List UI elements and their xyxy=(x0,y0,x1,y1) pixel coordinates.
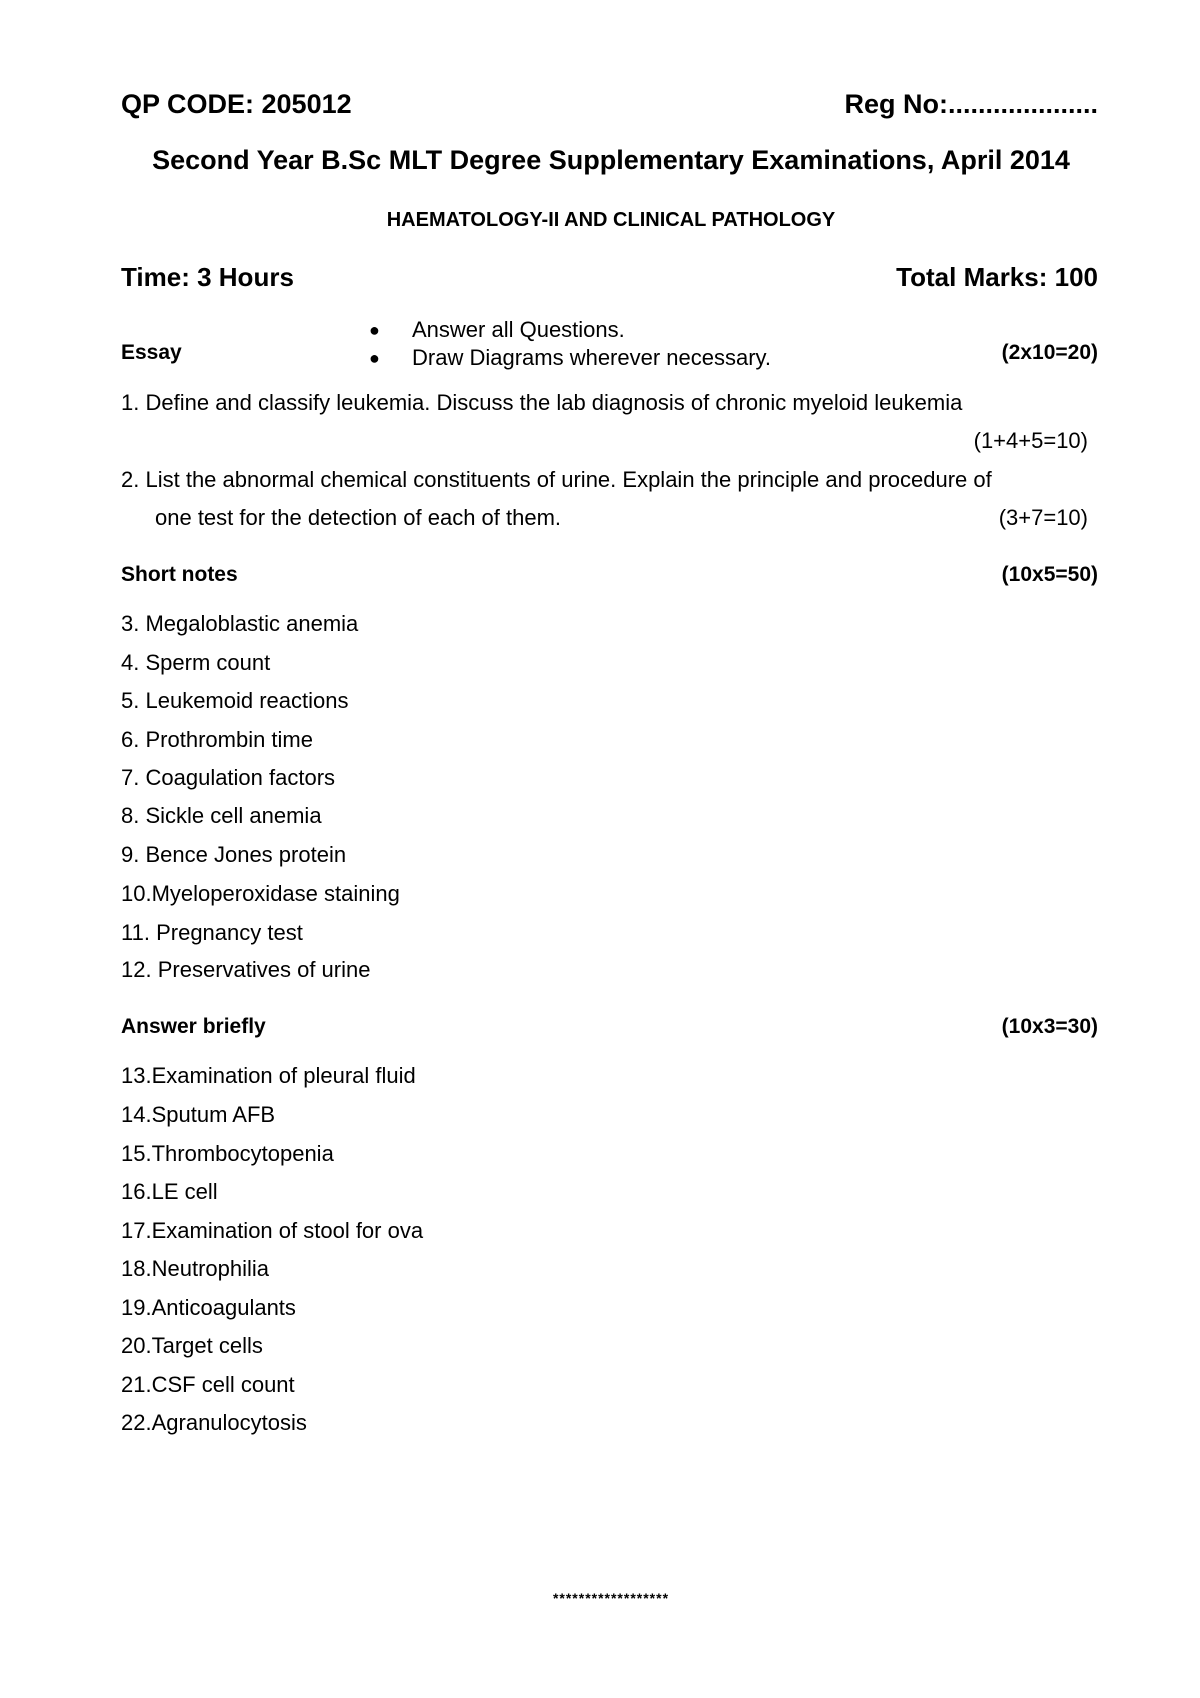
question-number: 7. xyxy=(121,765,140,790)
section-title-answer-briefly: Answer briefly xyxy=(121,1015,266,1038)
question-number: 19. xyxy=(121,1295,152,1320)
question-5 xyxy=(121,688,349,714)
question-4 xyxy=(121,650,270,676)
question-text: Define and classify leukemia. Discuss the lab diagnosis of chronic myeloid leukemia xyxy=(145,390,963,415)
qp-code: QP CODE: 205012 xyxy=(121,89,352,119)
question-13 xyxy=(121,1063,416,1089)
instruction-item xyxy=(369,344,771,372)
question-text: Preservatives of urine xyxy=(157,957,371,982)
question-14 xyxy=(121,1102,275,1128)
question-text: Sputum AFB xyxy=(151,1102,276,1127)
question-8 xyxy=(121,803,322,829)
question-number: 15. xyxy=(121,1141,152,1166)
section-title-essay: Essay xyxy=(121,341,182,364)
question-text: Bence Jones protein xyxy=(145,842,347,867)
question-number: 5. xyxy=(121,688,140,713)
question-3 xyxy=(121,611,358,637)
question-2 xyxy=(121,467,992,493)
question-number: 14. xyxy=(121,1102,152,1127)
question-16 xyxy=(121,1179,218,1205)
instruction-item xyxy=(369,316,771,344)
subject-title: HAEMATOLOGY-II AND CLINICAL PATHOLOGY xyxy=(386,209,836,231)
question-text: Examination of stool for ova xyxy=(151,1218,424,1243)
question-number: 1. xyxy=(121,390,140,415)
question-11 xyxy=(121,920,303,946)
question-text: Agranulocytosis xyxy=(151,1410,307,1435)
question-text: Target cells xyxy=(151,1333,263,1358)
instruction-text: Answer all Questions. xyxy=(412,317,625,342)
question-text: Anticoagulants xyxy=(151,1295,296,1320)
question-text: Prothrombin time xyxy=(145,727,313,752)
exam-title: Second Year B.Sc MLT Degree Supplementary Examinations, April 2014 xyxy=(152,145,1070,175)
section-title-short-notes: Short notes xyxy=(121,563,238,586)
question-text: Leukemoid reactions xyxy=(145,688,349,713)
question-9 xyxy=(121,842,346,868)
question-10 xyxy=(121,881,400,907)
question-number: 17. xyxy=(121,1218,152,1243)
question-number: 11. xyxy=(121,920,150,945)
question-text: Megaloblastic anemia xyxy=(145,611,359,636)
section-marks-answer-briefly: (10x3=30) xyxy=(1001,1015,1098,1038)
instruction-text: Draw Diagrams wherever necessary. xyxy=(412,345,772,370)
section-marks-essay: (2x10=20) xyxy=(1001,341,1098,364)
question-1-marks: (1+4+5=10) xyxy=(973,428,1088,453)
question-21 xyxy=(121,1372,295,1398)
question-number: 12. xyxy=(121,957,152,982)
bullet-icon: ● xyxy=(369,348,380,368)
question-text: Sperm count xyxy=(145,650,271,675)
question-1 xyxy=(121,390,962,416)
question-number: 3. xyxy=(121,611,140,636)
section-marks-short-notes: (10x5=50) xyxy=(1001,563,1098,586)
reg-no: Reg No:.................... xyxy=(844,89,1098,119)
question-number: 13. xyxy=(121,1063,152,1088)
question-12 xyxy=(121,957,370,983)
question-number: 10. xyxy=(121,881,152,906)
question-text: Myeloperoxidase staining xyxy=(151,881,400,906)
question-number: 20. xyxy=(121,1333,152,1358)
question-number: 9. xyxy=(121,842,140,867)
exam-time: Time: 3 Hours xyxy=(121,262,294,292)
question-number: 21. xyxy=(121,1372,152,1397)
question-6 xyxy=(121,727,313,753)
question-number: 8. xyxy=(121,803,140,828)
question-22 xyxy=(121,1410,307,1436)
question-number: 18. xyxy=(121,1256,152,1281)
question-text: Pregnancy test xyxy=(156,920,303,945)
question-19 xyxy=(121,1295,296,1321)
question-17 xyxy=(121,1218,423,1244)
question-number: 2. xyxy=(121,467,140,492)
question-7 xyxy=(121,765,335,791)
question-text: LE cell xyxy=(151,1179,218,1204)
question-text: Neutrophilia xyxy=(151,1256,269,1281)
question-number: 4. xyxy=(121,650,140,675)
end-of-paper-marker: ****************** xyxy=(552,1590,670,1606)
question-15 xyxy=(121,1141,334,1167)
question-text: Coagulation factors xyxy=(145,765,336,790)
question-number: 6. xyxy=(121,727,140,752)
question-text: Sickle cell anemia xyxy=(145,803,322,828)
bullet-icon: ● xyxy=(369,320,380,340)
question-text: Thrombocytopenia xyxy=(151,1141,334,1166)
question-text: CSF cell count xyxy=(151,1372,295,1397)
question-20 xyxy=(121,1333,263,1359)
question-text: List the abnormal chemical constituents of urine. Explain the principle and procedure of xyxy=(145,467,992,492)
question-number: 22. xyxy=(121,1410,152,1435)
question-2-continued: one test for the detection of each of them. xyxy=(155,505,562,530)
total-marks: Total Marks: 100 xyxy=(896,262,1098,292)
question-18 xyxy=(121,1256,269,1282)
question-2-marks: (3+7=10) xyxy=(998,505,1088,530)
question-text: Examination of pleural fluid xyxy=(151,1063,416,1088)
instructions-list xyxy=(369,316,771,372)
question-number: 16. xyxy=(121,1179,152,1204)
